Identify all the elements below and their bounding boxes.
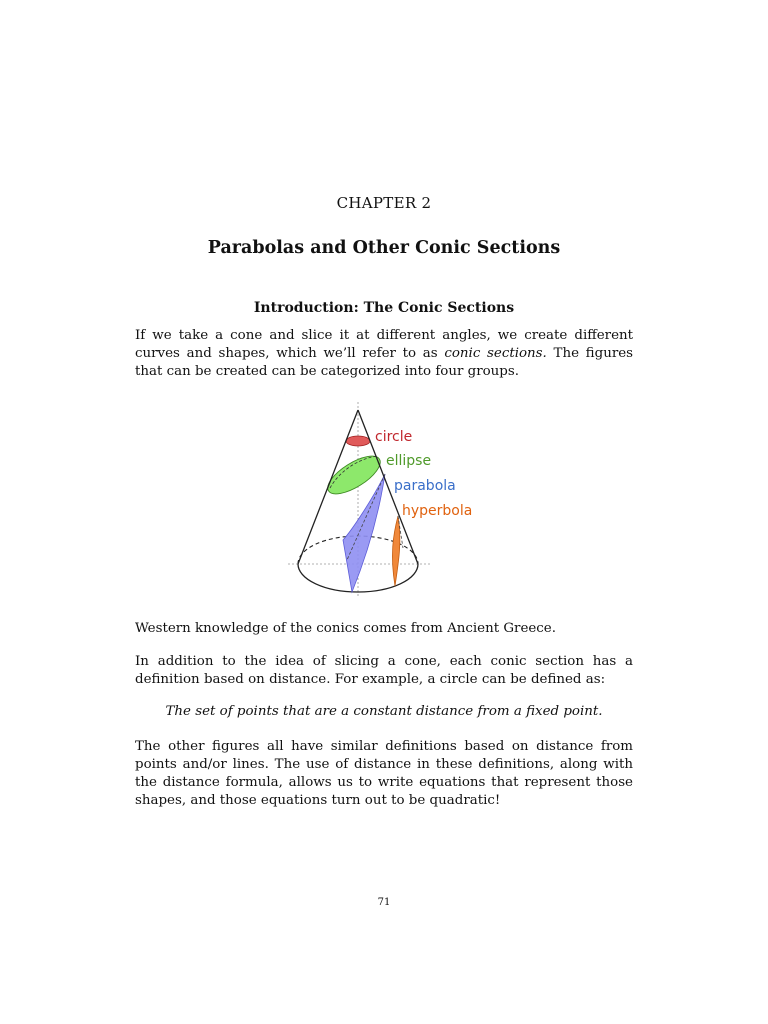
parabola-section <box>343 474 385 592</box>
intro-paragraph <box>135 327 633 381</box>
intro-text-end: The figures that can be created can be categorized into four groups. <box>135 346 634 379</box>
chapter-title: Parabolas and Other Conic Sections <box>207 238 561 258</box>
circle-section <box>346 436 370 446</box>
circle-definition-quote: The set of points that are a constant distance from a fixed point. <box>165 704 603 719</box>
conic-sections-figure <box>280 400 480 600</box>
definition-paragraph: In addition to the idea of slicing a cone, each conic section has a definition based on distance. For example, a circle can be defined as: <box>135 654 633 687</box>
parabola-label: parabola <box>394 478 456 494</box>
intro-text-start: If we take a cone and slice it at different angles, we create different curves and shapes, which we’ll refer to as <box>135 328 633 361</box>
page-number: 71 <box>377 897 391 908</box>
chapter-label: CHAPTER 2 <box>336 194 432 212</box>
history-paragraph: Western knowledge of the conics comes from Ancient Greece. <box>135 621 556 636</box>
hyperbola-section <box>392 516 399 586</box>
intro-italic-term: conic sections. <box>444 346 547 361</box>
section-heading: Introduction: The Conic Sections <box>253 300 515 316</box>
hyperbola-label: hyperbola <box>402 503 473 519</box>
ellipse-label: ellipse <box>386 453 432 469</box>
quadratic-paragraph: The other figures all have similar definitions based on distance from points and/or lines. The use of distance in these definitions, along with the distance formula, allows us to write equations that represent those shapes, and those equations turn out to be quadratic! <box>135 739 633 808</box>
circle-label: circle <box>375 429 413 445</box>
